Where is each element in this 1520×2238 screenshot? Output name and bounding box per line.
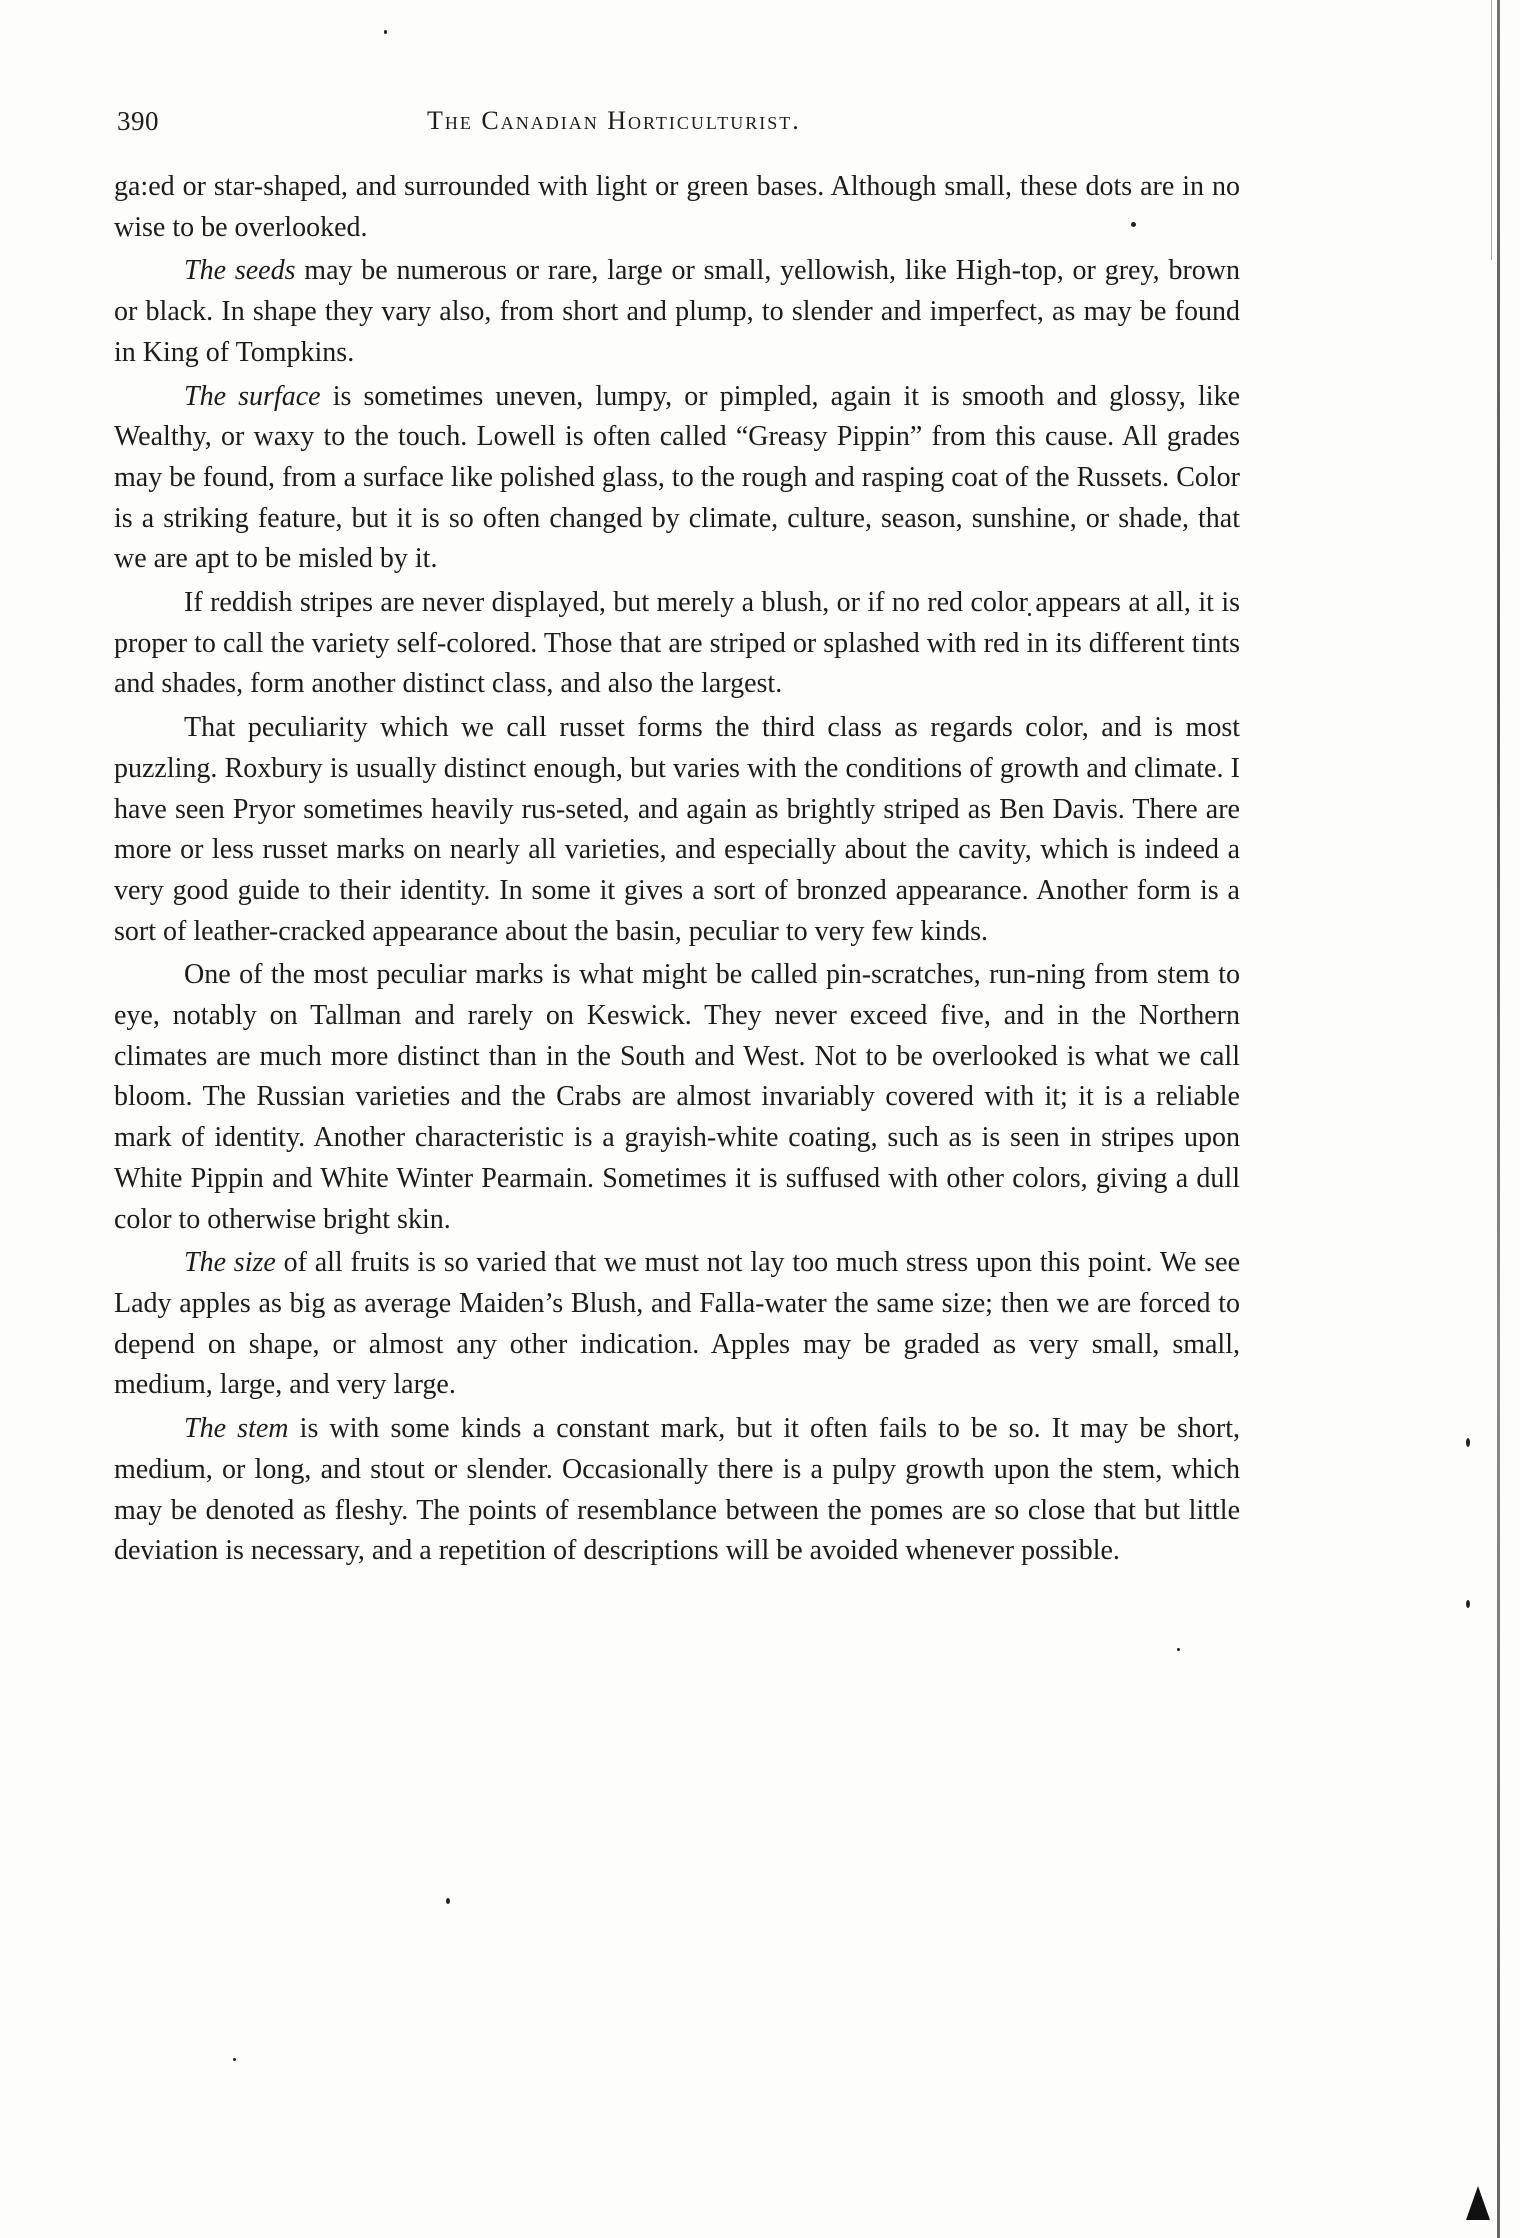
paragraph-lead: The size <box>184 1247 276 1279</box>
paragraph-russet <box>114 708 1240 952</box>
scan-speck <box>1466 1438 1470 1447</box>
paragraph-text: of all fruits is so varied that we must not lay too much stress upon this point. We see Lady apples as big as average Maiden’s Blush, and Falla-water the same size; then we are forced to depend on shape, or almost any other indication. Apples may be graded as very small, small, medium, large, and very large. <box>114 1247 1240 1401</box>
scan-speck <box>384 30 387 34</box>
paragraph-text: That peculiarity which we call russet forms the third class as regards color, and is most puzzling. Roxbury is usually distinct enough, but varies with the conditions of growth and climate. I have seen Pryor sometimes heavily rus-seted, and again as brightly striped as Ben Davis. There are more or less russet marks on nearly all varieties, and especially about the cavity, which is indeed a very good guide to their identity. In some it gives a sort of bronzed appearance. Another form is a sort of leather-cracked appearance about the basin, peculiar to very few kinds. <box>114 712 1240 947</box>
paragraph-text: is with some kinds a constant mark, but it often fails to be so. It may be short, medium, or long, and stout or slender. Occasionally there is a pulpy growth upon the stem, which may be denoted as fleshy. The points of resemblance between the pomes are so close that but little deviation is necessary, and a repetition of descriptions will be avoided whenever possible. <box>114 1413 1241 1567</box>
scan-speck <box>1466 1600 1470 1608</box>
paragraph-seeds <box>114 251 1240 373</box>
paragraph-self-colored <box>114 583 1240 705</box>
paragraph-stem <box>114 1409 1240 1572</box>
scan-speck <box>233 2058 236 2061</box>
paragraph-surface <box>114 377 1240 581</box>
page-header <box>117 106 1237 146</box>
paragraph-text: is sometimes uneven, lumpy, or pimpled, again it is smooth and glossy, like Wealthy, or waxy to the touch. Lowell is often called “Greasy Pippin” from this cause. All grades may be found, from a surface like polished glass, to the rough and rasping coat of the Russets. Color is a striking feature, but it is so often changed by climate, culture, season, sunshine, or shade, that we are apt to be misled by it. <box>114 380 1240 575</box>
paragraph-lead: The surface <box>184 380 321 412</box>
scan-speck <box>446 1898 450 1904</box>
paragraph-text: ga:ed or star-shaped, and surrounded with light or green bases. Although small, these dots are in no wise to be overlooked. <box>114 171 1240 243</box>
paragraph-lead: The seeds <box>184 255 296 287</box>
paragraph-lead: The stem <box>184 1413 289 1445</box>
paragraph-size <box>114 1243 1240 1406</box>
running-title: The Canadian Horticulturist. <box>427 106 801 135</box>
scan-corner-mark <box>1466 2186 1490 2220</box>
scan-edge-line <box>1497 0 1500 2238</box>
scan-speck <box>1177 1648 1180 1651</box>
paragraph-pin-scratches <box>114 955 1240 1240</box>
paragraph-text: may be numerous or rare, large or small, yellowish, like High-top, or grey, brown or black. In shape they vary also, from short and plump, to slender and imperfect, as may be found in King of Tompkins. <box>114 255 1240 368</box>
scan-edge-line-faint <box>1491 0 1492 260</box>
page-number: 390 <box>117 106 159 136</box>
paragraph-dots <box>114 167 1240 248</box>
article-body <box>114 167 1240 1575</box>
paragraph-text: One of the most peculiar marks is what might be called pin-scratches, run-ning from stem to eye, notably on Tallman and rarely on Keswick. They never exceed five, and in the Northern climates are much more distinct than in the South and West. Not to be overlooked is what we call bloom. The Russian varieties and the Crabs are almost invariably covered with it; it is a reliable mark of identity. Another characteristic is a grayish-white coating, such as is seen in stripes upon White Pippin and White Winter Pearmain. Sometimes it is suffused with other colors, giving a dull color to otherwise bright skin. <box>114 959 1240 1235</box>
paragraph-text: If reddish stripes are never displayed, but merely a blush, or if no red color appears at all, it is proper to call the variety self-colored. Those that are striped or splashed with red in its different tints and shades, form another distinct class, and also the largest. <box>114 587 1240 700</box>
